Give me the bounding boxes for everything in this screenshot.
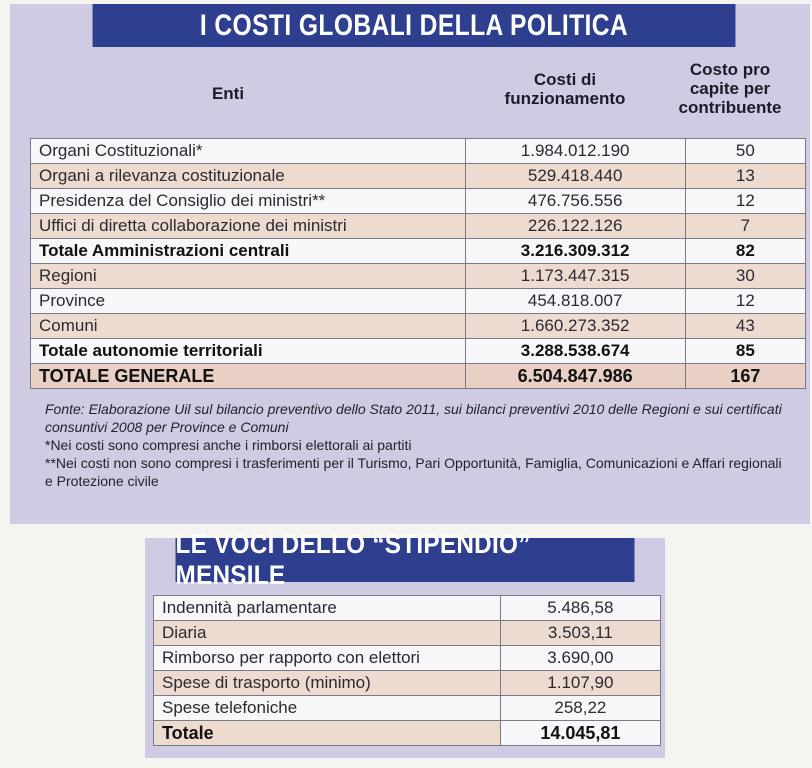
- cost-cell: 529.418.440: [465, 164, 685, 189]
- salary-value-cell: 14.045,81: [500, 721, 660, 746]
- entity-cell: Province: [31, 289, 466, 314]
- table-row: [154, 621, 661, 646]
- per-capita-cell: 12: [685, 289, 805, 314]
- per-capita-cell: 12: [685, 189, 805, 214]
- salary-table: [153, 595, 661, 746]
- footnote-2: **Nei costi non sono compresi i trasferimenti per il Turismo, Pari Opportunità, Famiglia, Comunicazioni e Affari regionali e Protezione civile: [45, 455, 782, 489]
- per-capita-cell: 50: [685, 139, 805, 164]
- salary-value-cell: 1.107,90: [500, 671, 660, 696]
- footnote-1: *Nei costi sono compresi anche i rimborsi elettorali ai partiti: [45, 437, 412, 453]
- header-entity: Enti: [211, 84, 245, 103]
- header-per-capita: Costo pro capite per contribuente: [678, 60, 782, 117]
- costs-panel: [10, 4, 810, 524]
- header-cost: Costi di funzionamento: [504, 70, 626, 108]
- salary-value-cell: 3.503,11: [500, 621, 660, 646]
- table-row: [31, 314, 806, 339]
- salary-label-cell: Spese telefoniche: [154, 696, 501, 721]
- subtotal-row: [31, 239, 806, 264]
- entity-cell: Organi a rilevanza costituzionale: [31, 164, 466, 189]
- grand-total-row: [31, 364, 806, 389]
- table-row: [31, 164, 806, 189]
- entity-cell: Organi Costituzionali*: [31, 139, 466, 164]
- cost-cell: 454.818.007: [465, 289, 685, 314]
- per-capita-cell: 167: [685, 364, 805, 389]
- footnotes: [45, 400, 785, 490]
- source-note: Fonte: Elaborazione Uil sul bilancio preventivo dello Stato 2011, sui bilanci preventivi 2010 delle Regioni e sui certificati consuntivi 2008 per Province e Comuni: [45, 401, 782, 435]
- entity-cell: Regioni: [31, 264, 466, 289]
- per-capita-cell: 7: [685, 214, 805, 239]
- table-row: [31, 139, 806, 164]
- salary-value-cell: 258,22: [500, 696, 660, 721]
- salary-label-cell: Spese di trasporto (minimo): [154, 671, 501, 696]
- entity-cell: Comuni: [31, 314, 466, 339]
- table-row: [154, 696, 661, 721]
- salary-title: LE VOCI DELLO “STIPENDIO” MENSILE: [176, 538, 635, 582]
- entity-cell: Totale autonomie territoriali: [31, 339, 466, 364]
- table-row: [31, 289, 806, 314]
- per-capita-cell: 43: [685, 314, 805, 339]
- salary-panel: [145, 529, 665, 758]
- cost-cell: 3.288.538.674: [465, 339, 685, 364]
- salary-value-cell: 3.690,00: [500, 646, 660, 671]
- per-capita-cell: 30: [685, 264, 805, 289]
- per-capita-cell: 13: [685, 164, 805, 189]
- salary-label-cell: Totale: [154, 721, 501, 746]
- cost-cell: 1.173.447.315: [465, 264, 685, 289]
- cost-cell: 6.504.847.986: [465, 364, 685, 389]
- subtotal-row: [31, 339, 806, 364]
- total-row: [154, 721, 661, 746]
- salary-label-cell: Rimborso per rapporto con elettori: [154, 646, 501, 671]
- per-capita-cell: 82: [685, 239, 805, 264]
- per-capita-cell: 85: [685, 339, 805, 364]
- costs-title: I COSTI GLOBALI DELLA POLITICA: [93, 4, 736, 47]
- table-row: [154, 646, 661, 671]
- entity-cell: TOTALE GENERALE: [31, 364, 466, 389]
- table-row: [31, 264, 806, 289]
- entity-cell: Presidenza del Consiglio dei ministri**: [31, 189, 466, 214]
- salary-label-cell: Indennità parlamentare: [154, 596, 501, 621]
- cost-cell: 1.984.012.190: [465, 139, 685, 164]
- salary-value-cell: 5.486,58: [500, 596, 660, 621]
- table-row: [154, 671, 661, 696]
- table-row: [31, 189, 806, 214]
- table-row: [31, 214, 806, 239]
- costs-table: [30, 138, 806, 389]
- cost-cell: 226.122.126: [465, 214, 685, 239]
- cost-cell: 476.756.556: [465, 189, 685, 214]
- cost-cell: 1.660.273.352: [465, 314, 685, 339]
- cost-cell: 3.216.309.312: [465, 239, 685, 264]
- entity-cell: Totale Amministrazioni centrali: [31, 239, 466, 264]
- salary-label-cell: Diaria: [154, 621, 501, 646]
- table-row: [154, 596, 661, 621]
- entity-cell: Uffici di diretta collaborazione dei ministri: [31, 214, 466, 239]
